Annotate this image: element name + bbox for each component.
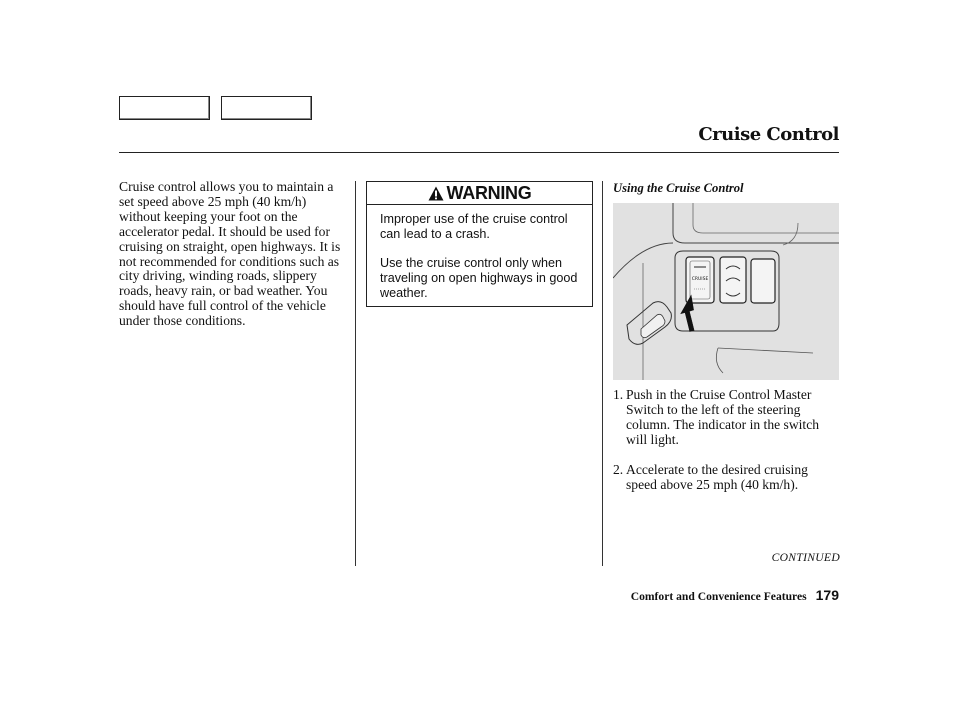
warning-heading: WARNING (446, 182, 532, 203)
page-number: 179 (815, 587, 839, 603)
page-footer (631, 587, 839, 603)
figure-caption: Using the Cruise Control (613, 181, 744, 195)
cruise-switch-illustration (613, 203, 839, 380)
intro-paragraph: Cruise control allows you to maintain a set speed above 25 mph (40 km/h) without keeping your foot on the accelerator pedal. It should be used for cruising on straight, open highways. It is not recommended for conditions such as city driving, winding roads, slippery roads, heavy rain, or bad weather. You should have full control of the vehicle under those conditions. (119, 179, 341, 329)
step-item (613, 387, 841, 447)
warning-paragraph: Improper use of the cruise control can lead to a crash. (380, 212, 568, 241)
warning-box (366, 181, 593, 307)
nav-button-previous[interactable] (119, 96, 210, 120)
title-rule (119, 152, 839, 153)
footer-section-title: Comfort and Convenience Features (630, 590, 807, 603)
switch-label: CRUISE (691, 277, 709, 282)
step-list (613, 387, 841, 507)
dashboard-drawing (613, 203, 839, 380)
column-divider (602, 181, 603, 566)
warning-body (367, 205, 592, 301)
warning-triangle-icon (428, 186, 444, 201)
warning-header (367, 182, 592, 205)
step-number: 1. (613, 387, 624, 402)
step-text: Accelerate to the desired cruising speed above 25 mph (40 km/h). (626, 462, 808, 492)
nav-button-next[interactable] (221, 96, 312, 120)
warning-paragraph: Use the cruise control only when traveling on open highways in good weather. (380, 256, 578, 300)
continued-label: CONTINUED (771, 551, 840, 564)
step-number: 2. (613, 462, 624, 477)
step-item (613, 462, 841, 492)
page-title: Cruise Control (698, 124, 839, 145)
column-divider (355, 181, 356, 566)
step-text: Push in the Cruise Control Master Switch to the left of the steering column. The indicator in the switch will light. (626, 387, 820, 447)
